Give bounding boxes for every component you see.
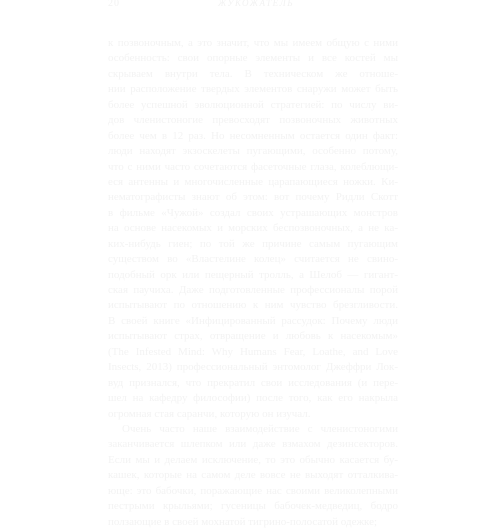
page-number: 20 (108, 0, 120, 9)
text-line: Очень часто наше взаимодействие с членистоногими (122, 422, 398, 435)
text-line: к позвоночным, а это значит, что мы имеем общую с ними (108, 37, 398, 49)
text-line: в фильме «Чужой» создал своих устрашающих монстров (108, 206, 398, 219)
text-line: существом во «Властелине колец» считается не свино- (108, 253, 398, 266)
text-line: Если мы и делаем исключение, то это обычно касается бу- (108, 453, 398, 466)
running-head: ЖУКОЖАТЕЛЬ (218, 0, 295, 8)
text-line: нии расположение твердых элементов снаружи может быть (108, 83, 398, 96)
text-line: испытывают по отношению к ним чувство брезгливости. (108, 299, 398, 312)
text-line: заканчивается шлепком или даже взмахом дезинсекторов. (108, 438, 398, 451)
text-line: Insects, 2013) профессиональный энтомолог Джеффри Лок- (108, 361, 398, 374)
text-line: особенность: свои опорные элементы и все костей мы (108, 52, 398, 65)
text-line: пестрыми крыльями; гусеницы бабочек-медведиц, бодро (108, 500, 398, 513)
text-line: В своей книге «Инфицированный рассудок: Почему люди (108, 314, 398, 327)
text-line: ская паучиха. Даже подготовленные профессионалы порой (108, 284, 398, 296)
text-line: юще: это бабочки, поражающие нас своими великолепными (108, 484, 398, 497)
text-line: дов членистоногие превосходят позвоночных животных (108, 114, 398, 127)
text-line: на основе насекомых и морских беспозвоночных, а не ка- (108, 222, 398, 235)
text-line: еся антенны и многочисленные царапающиеся ножки. Ки- (108, 175, 398, 188)
text-line: огромная стая саранчи, которую он изучал. (108, 407, 311, 420)
text-line: более чем в 12 раз. Но несомненным остается один факт: (108, 129, 398, 142)
text-line: что с ними часто сочетаются фасеточные глаза, колеблющи- (108, 160, 398, 173)
text-line: шел на кафедру философии) после того, как его накрыла (108, 392, 398, 405)
text-line: кашек, которые на самом деле вовсе не выходят отталкива- (108, 469, 398, 482)
text-line: ких-нибудь гиен; по той же причине самым пугающим (108, 237, 398, 250)
text-line: нематографисты знают об этом: вот почему Ридли Скотт (108, 191, 398, 204)
body-text (108, 36, 398, 530)
page-header (108, 0, 398, 14)
text-line: вуд признался, что прекратил свои исследования (и пере- (108, 376, 398, 389)
text-line: люди находят экзоскелеты пугающими, особенно потому, (108, 145, 398, 158)
text-line: (The Infested Mind: Why Humans Fear, Loathe, and Love (108, 345, 398, 358)
text-line: скрываем внутри тела. В техническом же отноше- (108, 67, 398, 80)
text-line: испытывают страх, отвращение и любовь к насекомым» (108, 330, 398, 343)
text-line: более успешной эволюционной стратегией: по числу ви- (108, 98, 398, 111)
text-line: ползающие в своей мохнатой тигрино-полосатой одежке; (108, 515, 378, 528)
text-line: подобный орк или пещерный тролль, а Шелоб — гигант- (108, 268, 398, 281)
